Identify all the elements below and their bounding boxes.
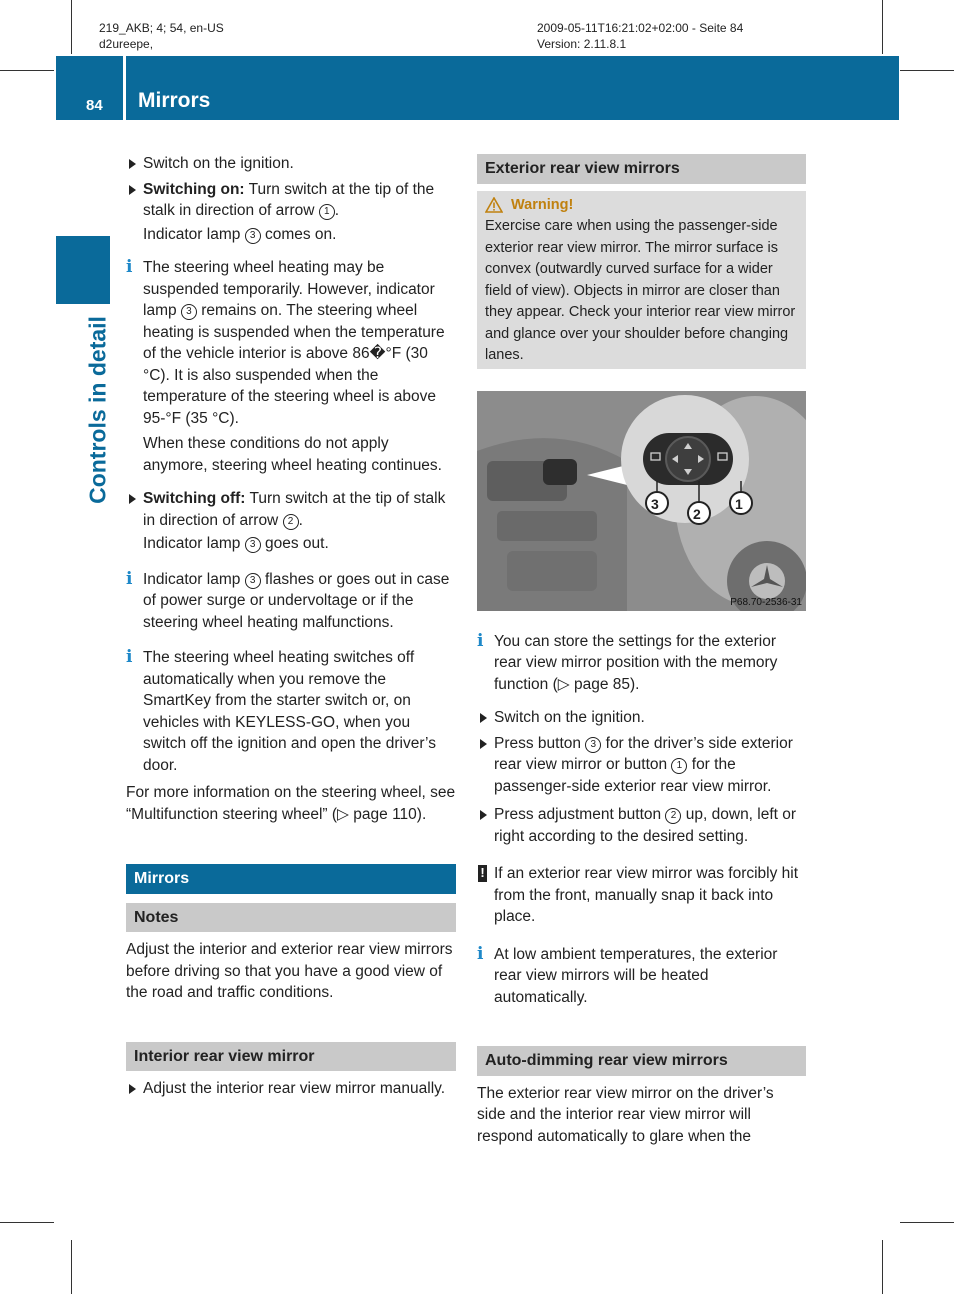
crop-mark xyxy=(0,70,54,71)
right-column xyxy=(477,154,806,1147)
warning-text: Exercise care when using the passenger-side exterior rear view mirror. The mirror surface is convex (outwardly curved surface for a wider field of view). Objects in mirror are closer than they appear. Check your interior rear view mirror and glance over your shoulder before changing lanes. xyxy=(485,218,796,363)
callout-2-icon: 2 xyxy=(283,514,299,530)
info-text xyxy=(143,257,456,429)
print-meta-right xyxy=(537,20,743,52)
callout-1-icon: 1 xyxy=(319,204,335,220)
subsection-heading-exterior-mirrors: Exterior rear view mirrors xyxy=(477,154,806,184)
step-item xyxy=(477,733,806,798)
info-text xyxy=(143,569,456,634)
caution-text: If an exterior rear view mirror was forcibly hit from the front, manually snap it back into place. xyxy=(494,865,799,925)
step-text: up, down, left or right according to the desired setting. xyxy=(494,806,797,845)
info-text-part: flashes or goes out in case of power surge or undervoltage or if the steering wheel heating malfunctions. xyxy=(143,570,450,631)
auto-dimming-text: The exterior rear view mirror on the driver’s side and the interior rear view mirror will respond automatically to glare when the xyxy=(477,1084,774,1145)
step-text: Press button xyxy=(494,734,586,752)
warning-box xyxy=(477,191,806,369)
callout-3-icon: 3 xyxy=(181,304,197,320)
photo-code: P68.70-2536-31 xyxy=(730,596,802,608)
mirror-control-photo xyxy=(477,391,806,611)
callout-3-icon: 3 xyxy=(245,537,261,553)
crop-mark xyxy=(882,0,883,54)
step-text: for the driver’s side exterior rear view mirror or button xyxy=(494,734,793,773)
step-text: Adjust the interior rear view mirror manually. xyxy=(143,1080,446,1097)
print-meta-left xyxy=(99,20,224,52)
meta-line: d2ureepe, xyxy=(99,37,154,51)
step-text: Turn switch at the tip of the stalk in direction of arrow xyxy=(143,180,435,219)
callout-1-label: 1 xyxy=(735,495,743,512)
meta-line: 219_AKB; 4; 54, en-US xyxy=(99,21,224,35)
section-heading-mirrors: Mirrors xyxy=(126,864,456,894)
step-result-text: Indicator lamp xyxy=(143,535,245,552)
crop-mark xyxy=(71,1240,72,1294)
info-note xyxy=(126,257,456,476)
callout-3-label: 3 xyxy=(651,495,659,512)
callout-2-label: 2 xyxy=(693,505,701,522)
info-note xyxy=(126,647,456,776)
callout-3-icon: 3 xyxy=(245,228,261,244)
step-result xyxy=(126,224,456,246)
step-text: . xyxy=(298,511,303,529)
info-icon: i xyxy=(477,943,484,964)
subsection-heading-interior-mirror: Interior rear view mirror xyxy=(126,1042,456,1072)
exclamation-icon: ! xyxy=(478,865,487,882)
callout-2-icon: 2 xyxy=(665,808,681,824)
crop-mark xyxy=(900,70,954,71)
left-column xyxy=(126,153,456,1100)
step-label: Switching off: xyxy=(143,490,246,507)
info-note xyxy=(477,631,806,696)
crop-mark xyxy=(900,1222,954,1223)
info-text: The steering wheel heating switches off automatically when you remove the SmartKey from the starter switch or, on vehicles with KEYLESS-GO, when you switch off the ignition and open the driver’s door. xyxy=(143,649,436,774)
subsection-heading-notes: Notes xyxy=(126,903,456,933)
info-text: When these conditions do not apply anymore, steering wheel heating continues. xyxy=(143,435,442,474)
page-number: 84 xyxy=(86,97,103,114)
page-title: Mirrors xyxy=(138,89,211,112)
step-result xyxy=(126,533,456,555)
meta-line: Version: 2.11.8.1 xyxy=(537,37,627,51)
step-result-text: comes on. xyxy=(260,225,337,243)
warning-title: Warning! xyxy=(511,196,574,213)
notes-text: Adjust the interior and exterior rear view mirrors before driving so that you have a good view of the road and traffic conditions. xyxy=(126,941,453,1001)
step-result-text: Indicator lamp xyxy=(143,225,245,243)
step-item xyxy=(477,804,806,847)
crop-mark xyxy=(0,1222,54,1223)
info-text-part: remains on. The steering wheel heating is suspended when the temperature of the vehicle interior is above 86�°F (30 °C). It is also suspended when the temperature of the steering wheel is above 95‑°F (35 °C). xyxy=(143,302,445,427)
subsection-heading-auto-dimming: Auto-dimming rear view mirrors xyxy=(477,1046,806,1076)
step-label: Switching on: xyxy=(143,180,245,198)
caution-note xyxy=(477,863,806,928)
section-side-label: Controls in detail xyxy=(84,316,111,504)
callout-3-icon: 3 xyxy=(245,573,261,589)
step-item xyxy=(477,707,806,729)
step-item xyxy=(126,488,456,531)
info-note xyxy=(477,944,806,1009)
step-text: for the passenger-side exterior rear view mirror. xyxy=(494,756,772,795)
warning-triangle-icon xyxy=(485,197,503,213)
crop-mark xyxy=(71,0,72,54)
step-text: Switch on the ignition. xyxy=(494,709,645,726)
step-item xyxy=(126,153,456,175)
step-result-text: goes out. xyxy=(260,535,329,552)
step-text: . xyxy=(334,202,340,219)
step-text: Press adjustment button xyxy=(494,806,666,823)
step-item xyxy=(126,179,456,222)
meta-line: 2009-05-11T16:21:02+02:00 - Seite 84 xyxy=(537,21,744,35)
cross-reference-text: For more information on the steering wheel, see “Multifunction steering wheel” (▷ page 110). xyxy=(126,784,456,823)
warning-header xyxy=(485,195,798,217)
callout-1-icon: 1 xyxy=(671,758,687,774)
info-text-part: Indicator lamp xyxy=(143,570,245,588)
step-text: Turn switch at the tip of stalk in direction of arrow xyxy=(143,490,446,529)
info-icon: i xyxy=(477,630,484,651)
info-text-part: The steering wheel heating may be suspended temporarily. However, indicator lamp xyxy=(143,259,435,319)
info-icon: i xyxy=(126,568,133,589)
info-note xyxy=(126,569,456,634)
step-text: Switch on the ignition. xyxy=(143,155,294,172)
info-text: At low ambient temperatures, the exterior rear view mirrors will be heated automatically. xyxy=(494,945,778,1006)
step-item xyxy=(126,1078,456,1100)
crop-mark xyxy=(882,1240,883,1294)
info-text: You can store the settings for the exterior rear view mirror position with the memory function (▷ page 85). xyxy=(494,632,778,693)
info-icon: i xyxy=(126,257,133,277)
header-divider xyxy=(123,56,126,120)
callout-3-icon: 3 xyxy=(585,737,601,753)
side-tab-marker xyxy=(56,236,110,304)
door-panel-photo-illustration xyxy=(477,391,806,611)
info-icon: i xyxy=(126,647,133,667)
